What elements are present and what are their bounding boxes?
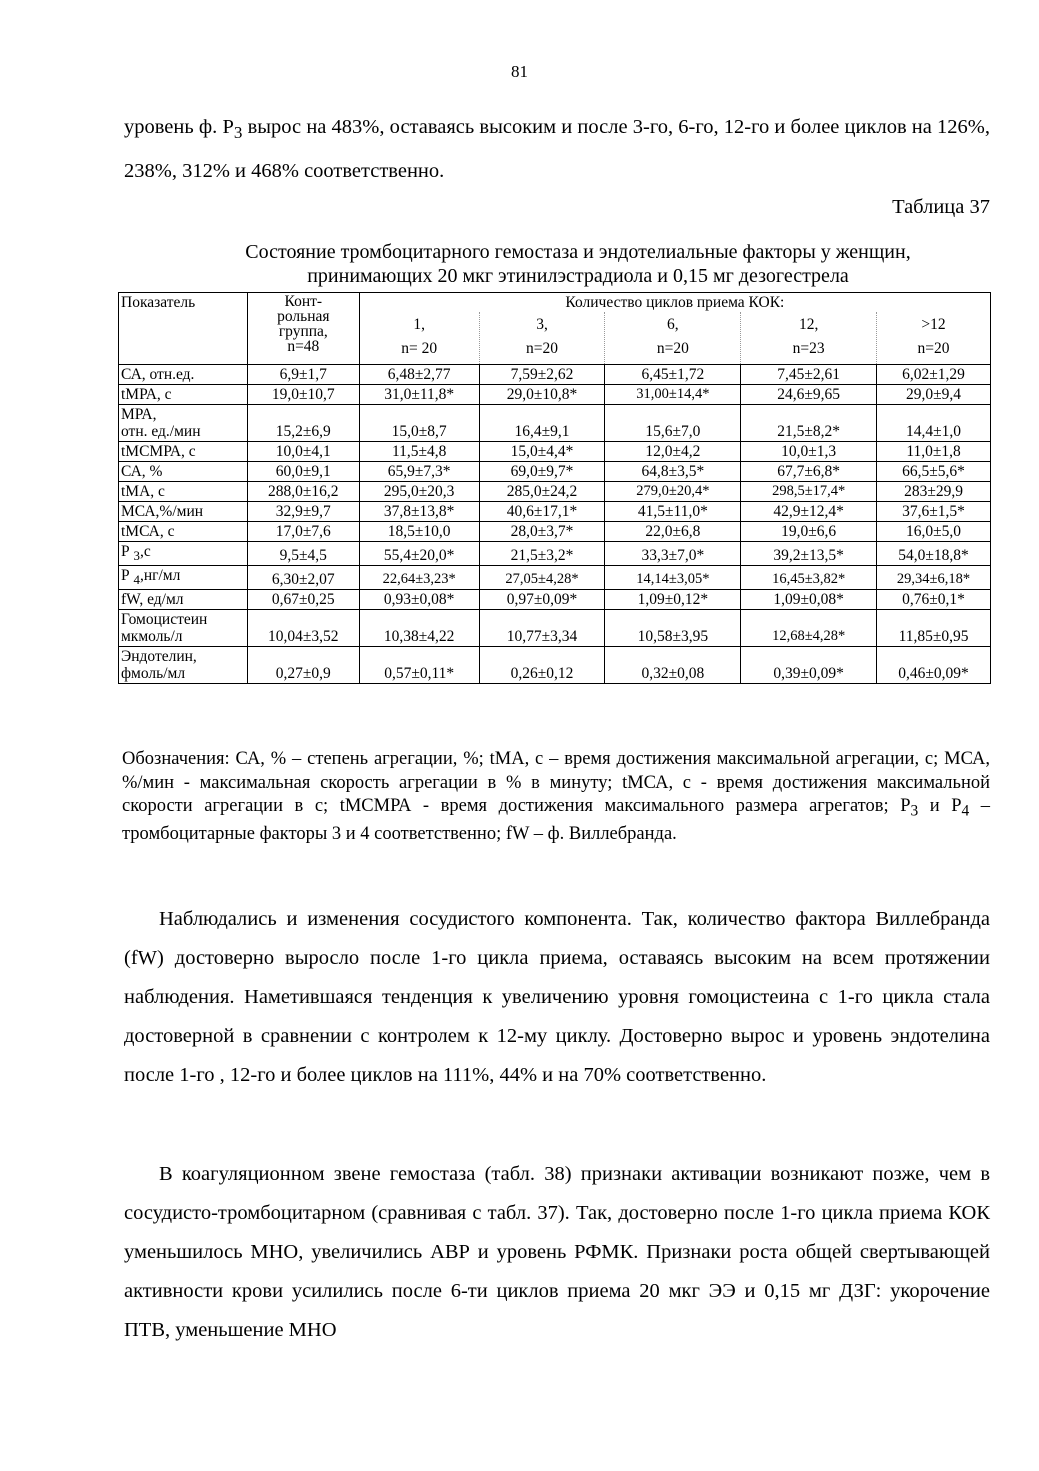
row-label-text: Гомоцистеин (121, 610, 208, 628)
table-cell: 7,59±2,62 (479, 364, 605, 384)
header-indicator: Показатель (119, 293, 248, 365)
table-cell: 0,76±0,1* (877, 589, 991, 609)
table-cell: 54,0±18,8* (877, 541, 991, 565)
table-cell: 41,5±11,0* (605, 501, 741, 521)
table-row (119, 541, 991, 565)
row-label-text: СА, % (121, 462, 163, 480)
table-title-line1: Состояние тромбоцитарного гемостаза и эндотелиальные факторы у женщин, (245, 241, 911, 263)
table-cell: 10,0±4,1 (247, 441, 359, 461)
table-row (119, 481, 991, 501)
table-header-row-1 (119, 293, 991, 313)
table-cell: 288,0±16,2 (247, 481, 359, 501)
row-label (119, 461, 248, 481)
row-label-text: СА, отн.ед. (121, 365, 195, 383)
paragraph-vascular: Наблюдались и изменения сосудистого компонента. Так, количество фактора Виллебранда (fW) достоверно выросло после 1-го цикла приема, оставаясь высоким на всем протяжении наблюдения. Наметившаяся тенденция к увеличению уровня гомоцистеина с 1-го цикла стала достоверной в сравнении с контролем к 12-му циклу. Достоверно вырос и уровень эндотелина после 1-го , 12-го и более циклов на 111%, 44% и на 70% соответственно. (124, 908, 990, 1086)
header-cycle-1 (479, 312, 605, 364)
table-body (119, 364, 991, 683)
table-cell: 42,9±12,4* (741, 501, 877, 521)
table-cell: 15,6±7,0 (605, 404, 741, 441)
row-label (119, 481, 248, 501)
table-cell: 9,5±4,5 (247, 541, 359, 565)
table-title (118, 240, 1038, 288)
table-cell: 0,32±0,08 (605, 646, 741, 683)
table-cell: 11,85±0,95 (877, 609, 991, 646)
header-cycle-3 (741, 312, 877, 364)
table-cell: 10,77±3,34 (479, 609, 605, 646)
header-control-line1: Конт- (284, 293, 323, 310)
cycle-n: n= 20 (401, 340, 438, 357)
header-control-line2: рольная (277, 308, 330, 325)
header-cycle-4 (877, 312, 991, 364)
table-row (119, 384, 991, 404)
row-label-line2: мкмоль/л (121, 627, 183, 645)
table-cell: 7,45±2,61 (741, 364, 877, 384)
notes-text-c: – тромбоцитарные факторы 3 и 4 соответственно; fW – ф. Виллебранда. (122, 796, 990, 845)
para1-subscript: 3 (233, 123, 243, 143)
row-label-text: tМСА, с (121, 522, 175, 540)
row-label (119, 609, 248, 646)
table-cell: 69,0±9,7* (479, 461, 605, 481)
table-row (119, 646, 991, 683)
table-title-line2: принимающих 20 мкг этинилэстрадиола и 0,15 мг дезогестрела (307, 265, 849, 287)
para1-text-b: вырос на 483%, оставаясь высоким и после 3-го, 6-го, 12-го и более циклов на 126%, 238%, 312% и 468% соответственно. (124, 116, 990, 183)
row-label-text: fW, ед/мл (121, 590, 184, 608)
table-cell: 67,7±6,8* (741, 461, 877, 481)
cycle-n: n=20 (656, 340, 689, 357)
table-cell: 285,0±24,2 (479, 481, 605, 501)
table-row (119, 404, 991, 441)
cycle-label: 12, (798, 316, 819, 333)
table-cell: 37,6±1,5* (877, 501, 991, 521)
row-label (119, 441, 248, 461)
table-cell: 19,0±10,7 (247, 384, 359, 404)
table-notes (122, 748, 990, 847)
table-cell: 10,58±3,95 (605, 609, 741, 646)
table-cell: 279,0±20,4* (605, 481, 741, 501)
header-control (247, 293, 359, 365)
row-label-unit: ,с (139, 542, 151, 560)
table-cell: 11,0±1,8 (877, 441, 991, 461)
row-label (119, 404, 248, 441)
row-label (119, 541, 248, 565)
table-row (119, 501, 991, 521)
row-label-subscript: 4 (133, 571, 140, 587)
table-cell: 15,0±4,4* (479, 441, 605, 461)
table-cell: 29,0±10,8* (479, 384, 605, 404)
table-cell: 0,57±0,11* (359, 646, 479, 683)
row-label-unit: ,нг/мл (139, 566, 181, 584)
notes-text-a: Обозначения: СА, % – степень агрегации, %; tМА, с – время достижения максимальной агрегации, с; МСА, %/мин - максимальная скорость агрегации в % в минуту; tМСА, с - время достижения максимальной скорости агрегации в с; tМСМРА - время достижения максимального размера агрегатов; Р (122, 749, 990, 816)
table-row (119, 589, 991, 609)
table-cell: 295,0±20,3 (359, 481, 479, 501)
table-cell: 64,8±3,5* (605, 461, 741, 481)
table-cell: 0,27±0,9 (247, 646, 359, 683)
table-cell: 0,93±0,08* (359, 589, 479, 609)
table-cell: 19,0±6,6 (741, 521, 877, 541)
notes-text-b: и Р (918, 796, 962, 816)
row-label (119, 384, 248, 404)
table-cell: 31,00±14,4* (605, 384, 741, 404)
table-cell: 31,0±11,8* (359, 384, 479, 404)
table-cell: 0,67±0,25 (247, 589, 359, 609)
cycle-n: n=20 (526, 340, 559, 357)
row-label (119, 364, 248, 384)
table-cell: 40,6±17,1* (479, 501, 605, 521)
table-cell: 6,48±2,77 (359, 364, 479, 384)
header-cycle-0 (359, 312, 479, 364)
table-cell: 10,04±3,52 (247, 609, 359, 646)
table-cell: 66,5±5,6* (877, 461, 991, 481)
cycle-n: n=23 (792, 340, 825, 357)
cycle-label: 1, (413, 316, 425, 333)
table-cell: 283±29,9 (877, 481, 991, 501)
row-label-line2: фмоль/мл (121, 664, 186, 682)
table-cell: 12,0±4,2 (605, 441, 741, 461)
table-cell: 14,4±1,0 (877, 404, 991, 441)
table-cell: 0,26±0,12 (479, 646, 605, 683)
table-cell: 27,05±4,28* (479, 565, 605, 589)
table-cell: 60,0±9,1 (247, 461, 359, 481)
table-cell: 16,45±3,82* (741, 565, 877, 589)
row-label-text: МРА, (121, 405, 157, 423)
page-number: 81 (511, 62, 528, 81)
table-cell: 16,0±5,0 (877, 521, 991, 541)
table-cell: 21,5±3,2* (479, 541, 605, 565)
table-row (119, 461, 991, 481)
table-cell: 0,97±0,09* (479, 589, 605, 609)
row-label-subscript: 3 (133, 547, 140, 563)
table-cell: 18,5±10,0 (359, 521, 479, 541)
table-cell: 6,30±2,07 (247, 565, 359, 589)
row-label (119, 646, 248, 683)
row-label-text: МСА,%/мин (121, 502, 204, 520)
row-label (119, 521, 248, 541)
row-label-text: Эндотелин, (121, 647, 197, 665)
table-row (119, 441, 991, 461)
cycle-label: >12 (921, 316, 946, 333)
table-cell: 39,2±13,5* (741, 541, 877, 565)
table-row (119, 609, 991, 646)
table-cell: 11,5±4,8 (359, 441, 479, 461)
table-cell: 16,4±9,1 (479, 404, 605, 441)
table-cell: 6,9±1,7 (247, 364, 359, 384)
table-cell: 12,68±4,28* (741, 609, 877, 646)
table-row (119, 565, 991, 589)
para1-text-a: уровень ф. Р (124, 116, 234, 138)
table-cell: 32,9±9,7 (247, 501, 359, 521)
row-label (119, 589, 248, 609)
table-cell: 0,39±0,09* (741, 646, 877, 683)
table-cell: 22,64±3,23* (359, 565, 479, 589)
table-cell: 6,02±1,29 (877, 364, 991, 384)
paragraph-intro (124, 108, 990, 191)
row-label-text: Р (121, 542, 134, 560)
table-cell: 10,0±1,3 (741, 441, 877, 461)
row-label-text: Р (121, 566, 134, 584)
row-label-text: tМА, с (121, 482, 165, 500)
table-cell: 33,3±7,0* (605, 541, 741, 565)
table-label: Таблица 37 (892, 196, 990, 218)
table-cell: 10,38±4,22 (359, 609, 479, 646)
header-cycles: Количество циклов приема КОК: (359, 293, 990, 313)
table-cell: 24,6±9,65 (741, 384, 877, 404)
table-cell: 15,0±8,7 (359, 404, 479, 441)
paragraph-coagulation: В коагуляционном звене гемостаза (табл. 38) признаки активации возникают позже, чем в сосудисто-тромбоцитарном (сравнивая с табл. 37). Так, достоверно после 1-го цикла приема КОК уменьшилось МНО, увеличились АВР и уровень РФМК. Признаки роста общей свертывающей активности крови усилились после 6-ти циклов приема 20 мкг ЭЭ и 0,15 мг ДЗГ: укорочение ПТВ, уменьшение МНО (124, 1163, 990, 1341)
table-row (119, 521, 991, 541)
header-cycle-2 (605, 312, 741, 364)
cycle-label: 6, (667, 316, 679, 333)
header-control-line3: группа, (278, 323, 328, 340)
table-row (119, 364, 991, 384)
notes-sub3: 3 (910, 802, 919, 820)
cycle-label: 3, (536, 316, 548, 333)
table-cell: 28,0±3,7* (479, 521, 605, 541)
table-cell: 1,09±0,12* (605, 589, 741, 609)
cycle-n: n=20 (917, 340, 950, 357)
table-cell: 21,5±8,2* (741, 404, 877, 441)
header-control-line4: n=48 (287, 338, 320, 355)
row-label-text: tМРА, с (121, 385, 172, 403)
table-cell: 17,0±7,6 (247, 521, 359, 541)
data-table (118, 292, 991, 684)
table-cell: 37,8±13,8* (359, 501, 479, 521)
table-cell: 1,09±0,08* (741, 589, 877, 609)
row-label (119, 501, 248, 521)
table-cell: 6,45±1,72 (605, 364, 741, 384)
table-cell: 14,14±3,05* (605, 565, 741, 589)
row-label (119, 565, 248, 589)
row-label-text: tМСМРА, с (121, 442, 196, 460)
notes-sub4: 4 (961, 802, 970, 820)
table-cell: 0,46±0,09* (877, 646, 991, 683)
table-cell: 65,9±7,3* (359, 461, 479, 481)
row-label-line2: отн. ед./мин (121, 422, 201, 440)
table-cell: 15,2±6,9 (247, 404, 359, 441)
table-cell: 298,5±17,4* (741, 481, 877, 501)
table-cell: 22,0±6,8 (605, 521, 741, 541)
table-cell: 29,0±9,4 (877, 384, 991, 404)
table-cell: 55,4±20,0* (359, 541, 479, 565)
table-cell: 29,34±6,18* (877, 565, 991, 589)
